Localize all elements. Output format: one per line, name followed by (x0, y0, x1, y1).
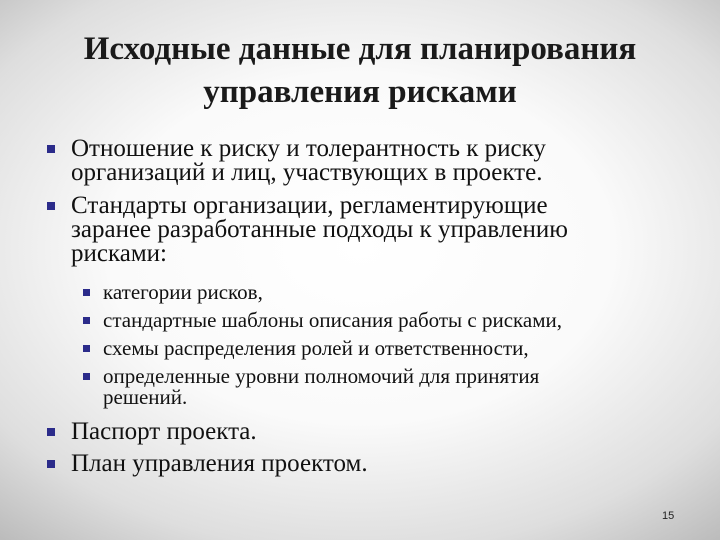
sub-bullet-text (103, 338, 683, 359)
page-number: 15 (662, 510, 675, 522)
sub-bullet-line: схемы распределения ролей и ответственности, (103, 336, 529, 360)
square-bullet-icon (83, 345, 90, 352)
square-bullet-icon (47, 460, 55, 468)
sub-bullet-text (103, 366, 683, 408)
sub-bullet-line: стандартные шаблоны описания работы с рисками, (103, 308, 563, 332)
square-bullet-icon (83, 373, 90, 380)
bullet-line: Стандарты организации, регламентирующие (71, 192, 548, 219)
bullet-line: Отношение к риску и толерантность к риску (71, 135, 546, 162)
sub-bullet-line: определенные уровни полномочий для принятия (103, 364, 540, 388)
bullet-line: Паспорт проекта. (71, 418, 257, 445)
bullet-text (71, 420, 671, 444)
sub-bullet-text (103, 310, 683, 331)
bullet-line: организаций и лиц, участвующих в проекте. (71, 159, 543, 186)
bullet-line: План управления проектом. (71, 450, 368, 477)
bullet-text (71, 137, 671, 185)
bullet-line: заранее разработанные подходы к управлению (71, 216, 568, 243)
square-bullet-icon (83, 317, 90, 324)
square-bullet-icon (47, 202, 55, 210)
title-line-1: Исходные данные для планирования (83, 31, 637, 67)
square-bullet-icon (47, 145, 55, 153)
sub-bullet-line: решений. (103, 385, 188, 409)
sub-bullet-line: категории рисков, (103, 280, 263, 304)
square-bullet-icon (47, 428, 55, 436)
bullet-text (71, 452, 671, 476)
bullet-text (71, 194, 671, 266)
title-line-2: управления рисками (203, 74, 517, 110)
bullet-line: рисками: (71, 240, 167, 267)
square-bullet-icon (83, 289, 90, 296)
sub-bullet-text (103, 282, 683, 303)
